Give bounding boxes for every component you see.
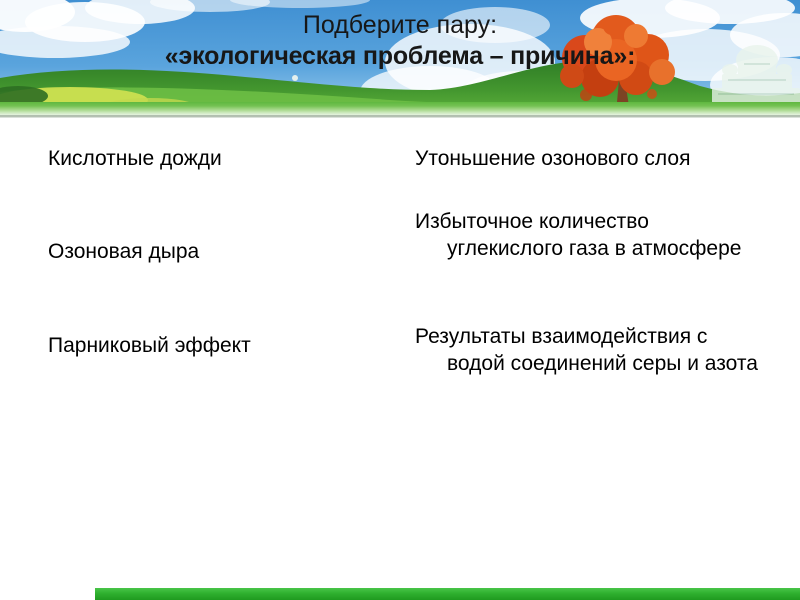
cause-item-sulfur-nitrogen-water: Результаты взаимодействия с водой соединений серы и азота [415,325,758,375]
problem-item-ozone-hole: Озоновая дыра [48,240,200,263]
grass-foreground [0,102,800,120]
slide-title-line1: Подберите пару: [302,11,498,39]
header-landscape-illustration [0,0,800,120]
cause-item-ozone-thinning: Утоньшение озонового слоя [415,147,691,170]
slide-title-line2: «экологическая проблема – причина»: [164,42,636,70]
header-image [0,0,800,120]
problem-item-greenhouse-effect: Парниковый эффект [48,334,251,357]
cause-item-co2-excess: Избыточное количество углекислого газа в атмосфере [415,210,742,260]
footer-accent-bar [95,588,800,600]
problem-item-acid-rain: Кислотные дожди [48,147,222,170]
